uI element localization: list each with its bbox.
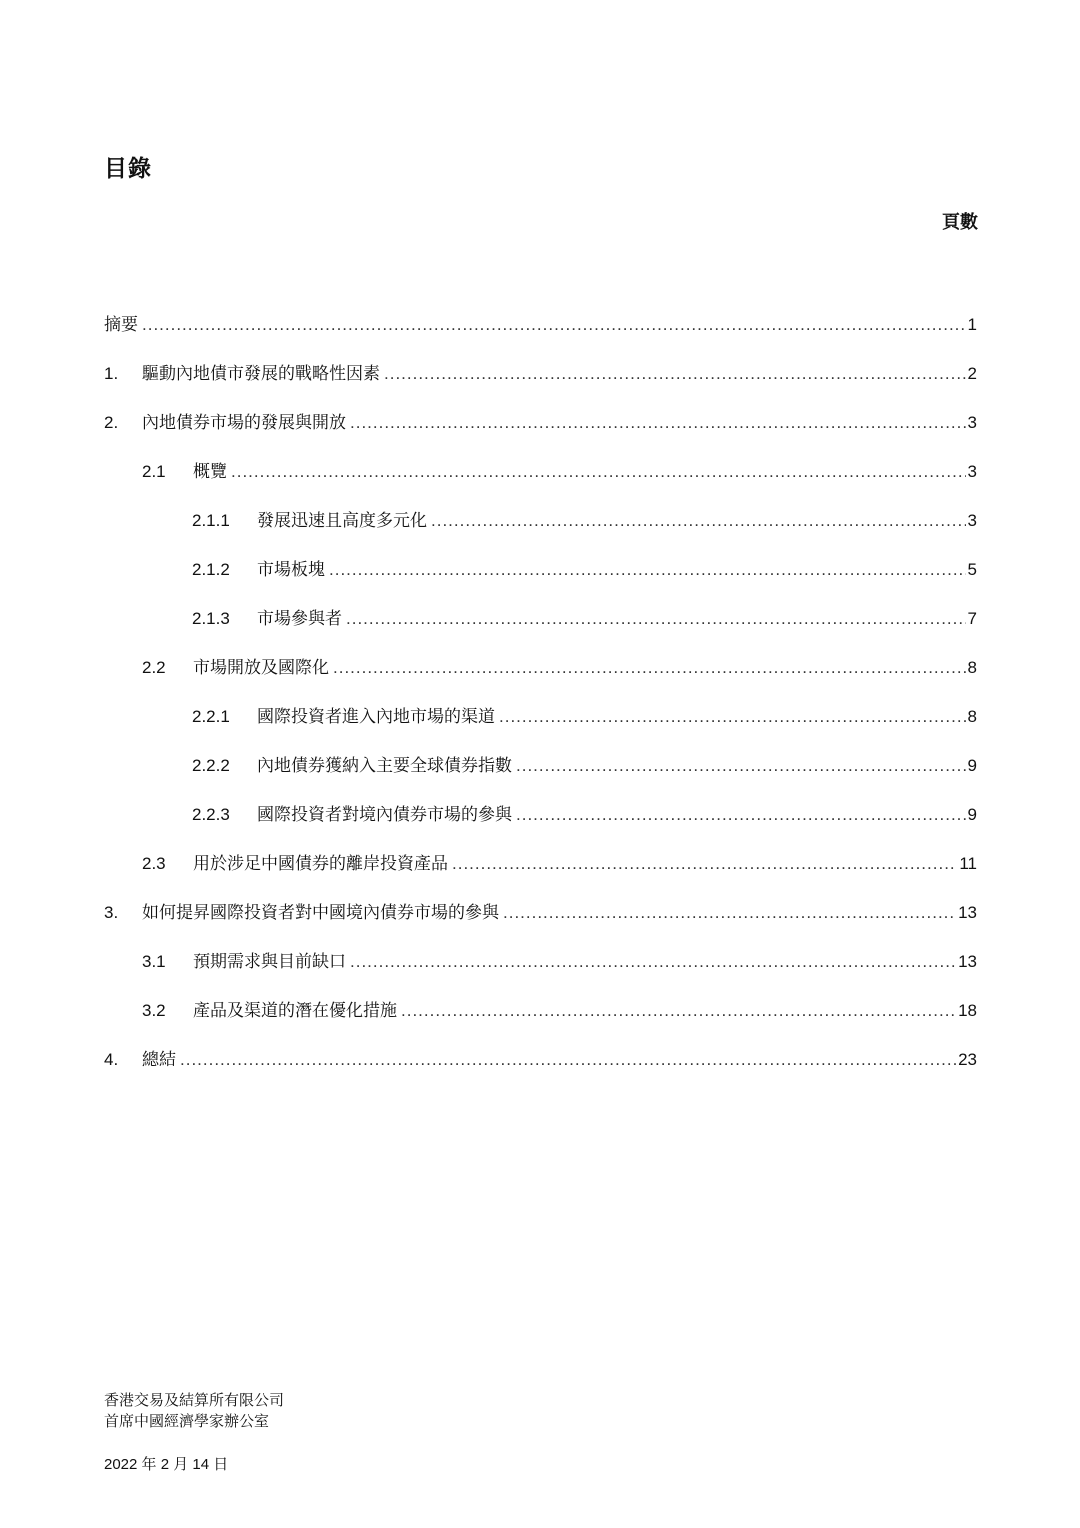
dot-leader [384, 359, 966, 389]
dot-leader [516, 751, 966, 781]
toc-entry-label: 摘要 [104, 315, 138, 334]
toc-entry-number: 2.1 [142, 462, 166, 481]
toc-entry-2-2-3[interactable] [104, 800, 977, 849]
toc-entry-2-1[interactable] [104, 457, 977, 506]
toc-entry-number: 3.2 [142, 1001, 166, 1020]
dot-leader [503, 898, 956, 928]
toc-entry-label: 預期需求與目前缺口 [193, 952, 346, 971]
toc-entry-label: 發展迅速且高度多元化 [257, 511, 427, 530]
dot-leader [346, 604, 966, 634]
toc-entry-page: 18 [958, 1001, 977, 1020]
footer-organization: 香港交易及結算所有限公司 [104, 1392, 285, 1409]
toc-entry-page: 13 [958, 952, 977, 971]
toc-entry-label: 如何提昇國際投資者對中國境內債券市場的參與 [142, 903, 499, 922]
toc-entry-3-2[interactable] [104, 996, 977, 1045]
toc-entry-summary[interactable] [104, 310, 977, 359]
footer-date: 2022 年 2 月 14 日 [104, 1456, 229, 1473]
toc-entry-number: 2.2 [142, 658, 166, 677]
toc-entry-number: 3. [104, 903, 119, 922]
dot-leader [516, 800, 966, 830]
toc-entry-number: 2.2.3 [192, 805, 230, 824]
dot-leader [333, 653, 966, 683]
document-title: 目錄 [104, 155, 152, 181]
toc-entry-page: 5 [967, 560, 977, 579]
toc-entry-number: 2.3 [142, 854, 166, 873]
toc-entry-page: 7 [967, 609, 977, 628]
dot-leader [431, 506, 966, 536]
toc-entry-page: 9 [967, 756, 977, 775]
toc-entry-4[interactable] [104, 1045, 977, 1094]
toc-entry-number: 1. [104, 364, 119, 383]
toc-entry-page: 13 [958, 903, 977, 922]
toc-entry-page: 9 [967, 805, 977, 824]
toc-entry-2-3[interactable] [104, 849, 977, 898]
toc-entry-page: 8 [967, 707, 977, 726]
toc-entry-page: 3 [967, 462, 977, 481]
toc-entry-2-2[interactable] [104, 653, 977, 702]
toc-entry-number: 2.1.3 [192, 609, 230, 628]
toc-entry-page: 11 [959, 854, 977, 873]
toc-entry-number: 4. [104, 1050, 119, 1069]
dot-leader [180, 1045, 956, 1075]
table-of-contents [104, 310, 977, 1094]
page-number-column-header: 頁數 [942, 212, 978, 232]
toc-entry-3[interactable] [104, 898, 977, 947]
toc-entry-number: 2.2.2 [192, 756, 230, 775]
dot-leader [350, 947, 956, 977]
toc-entry-label: 內地債券市場的發展與開放 [142, 413, 346, 432]
toc-entry-label: 總結 [142, 1050, 176, 1069]
toc-entry-2-2-1[interactable] [104, 702, 977, 751]
toc-entry-number: 2.1.2 [192, 560, 230, 579]
dot-leader [401, 996, 956, 1026]
toc-entry-2-1-3[interactable] [104, 604, 977, 653]
toc-entry-2-1-2[interactable] [104, 555, 977, 604]
toc-entry-label: 市場板塊 [257, 560, 325, 579]
toc-entry-2-2-2[interactable] [104, 751, 977, 800]
toc-entry-page: 2 [967, 364, 977, 383]
toc-entry-page: 3 [967, 511, 977, 530]
toc-entry-number: 2.1.1 [192, 511, 230, 530]
toc-entry-label: 概覽 [193, 462, 227, 481]
toc-entry-page: 8 [967, 658, 977, 677]
dot-leader [231, 457, 966, 487]
toc-entry-3-1[interactable] [104, 947, 977, 996]
toc-entry-label: 驅動內地債市發展的戰略性因素 [142, 364, 380, 383]
toc-entry-label: 內地債券獲納入主要全球債券指數 [257, 756, 512, 775]
toc-entry-label: 國際投資者對境內債券市場的參與 [257, 805, 512, 824]
dot-leader [350, 408, 966, 438]
dot-leader [499, 702, 966, 732]
toc-entry-2-1-1[interactable] [104, 506, 977, 555]
toc-entry-label: 市場開放及國際化 [193, 658, 329, 677]
dot-leader [142, 310, 966, 340]
toc-entry-page: 1 [967, 315, 977, 334]
toc-entry-number: 3.1 [142, 952, 166, 971]
toc-entry-page: 3 [967, 413, 977, 432]
dot-leader [452, 849, 957, 879]
toc-entry-label: 國際投資者進入內地市場的渠道 [257, 707, 495, 726]
toc-entry-label: 市場參與者 [257, 609, 342, 628]
toc-entry-number: 2.2.1 [192, 707, 230, 726]
toc-entry-2[interactable] [104, 408, 977, 457]
footer [104, 1390, 284, 1475]
toc-entry-label: 產品及渠道的潛在優化措施 [193, 1001, 397, 1020]
toc-entry-1[interactable] [104, 359, 977, 408]
toc-entry-label: 用於涉足中國債券的離岸投資產品 [193, 854, 448, 873]
toc-entry-page: 23 [958, 1050, 977, 1069]
toc-entry-number: 2. [104, 413, 119, 432]
footer-office: 首席中國經濟學家辦公室 [104, 1413, 270, 1430]
dot-leader [329, 555, 966, 585]
